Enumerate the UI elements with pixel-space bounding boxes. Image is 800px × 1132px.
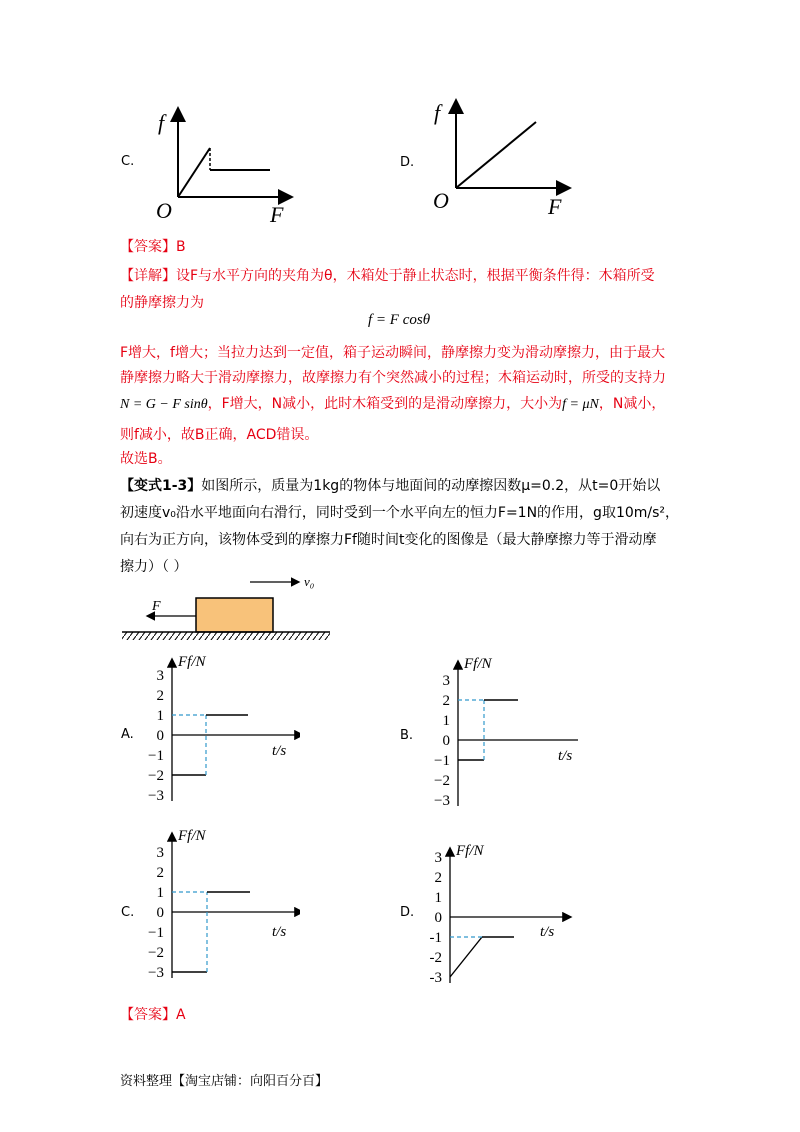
graph-option-c — [140, 826, 300, 991]
footer-note: 资料整理【淘宝店铺：向阳百分百】 — [120, 1074, 329, 1089]
question-line-1: 【变式1-3】如图所示，质量为1kg的物体与地面间的动摩擦因数μ=0.2，从t=0开始以 — [120, 478, 661, 494]
detail-line-1: 【详解】设F与水平方向的夹角为θ，木箱处于静止状态时，根据平衡条件得：木箱所受 — [120, 268, 655, 284]
y-tick-label: 3 — [434, 850, 442, 866]
y-tick-label: -2 — [429, 950, 442, 966]
formula-static-friction: f = F cosθ — [368, 312, 431, 328]
detail-line-2: 的静摩擦力为 — [120, 295, 204, 311]
x-axis-label: t/s — [558, 748, 573, 764]
axis-F-label: F — [270, 202, 284, 225]
graph-c-prev — [150, 100, 300, 225]
y-tick-label: 2 — [434, 870, 442, 886]
option-c-label: C. — [121, 154, 135, 169]
origin-label: O — [433, 188, 449, 213]
y-tick-label: 2 — [156, 865, 164, 881]
detail-line-3: F增大，f增大；当拉力达到一定值，箱子运动瞬间，静摩擦力变为滑动摩擦力，由于最大 — [120, 345, 665, 361]
block — [196, 598, 273, 632]
y-tick-label: −2 — [148, 768, 164, 784]
y-tick-label: 0 — [434, 910, 442, 926]
y-axis-label: Ff/N — [178, 654, 206, 670]
question-line-2: 初速度v₀沿水平地面向右滑行，同时受到一个水平向左的恒力F=1N的作用，g取10m/s²， — [120, 505, 680, 521]
axis-f-label: f — [158, 110, 165, 135]
series-ramp — [450, 937, 482, 977]
y-tick-label: 1 — [156, 708, 164, 724]
detail-line-5: N = G − F sinθ，F增大，N减小，此时木箱受到的是滑动摩擦力，大小为f = μN，N减小， — [120, 396, 666, 412]
y-axis-label: Ff/N — [464, 656, 492, 672]
y-tick-label: 0 — [156, 905, 164, 921]
y-tick-label: 0 — [442, 733, 450, 749]
y-tick-label: −1 — [434, 753, 450, 769]
y-tick-label: 1 — [434, 890, 442, 906]
x-axis-label: t/s — [272, 924, 287, 940]
y-tick-label: 3 — [156, 845, 164, 861]
y-axis-label: Ff/N — [178, 828, 206, 844]
y-tick-label: −2 — [148, 945, 164, 961]
y-tick-label: 0 — [156, 728, 164, 744]
velocity-label: v₀ — [304, 574, 315, 589]
y-tick-label: −3 — [148, 788, 164, 804]
x-axis-label: t/s — [272, 743, 287, 759]
y-tick-label: 1 — [156, 885, 164, 901]
option-a-label: A. — [121, 727, 134, 742]
y-axis-label: Ff/N — [456, 843, 484, 859]
detail-line-6: 则f减小，故B正确，ACD错误。 — [120, 427, 319, 443]
answer-1: 【答案】B — [120, 239, 186, 255]
y-tick-label: −2 — [434, 773, 450, 789]
detail-line-4: 静摩擦力略大于滑动摩擦力，故摩擦力有个突然减小的过程；木箱运动时，所受的支持力 — [120, 370, 666, 386]
question-line-4: 擦力）（ ） — [120, 559, 188, 575]
origin-label: O — [156, 198, 172, 223]
y-tick-label: -3 — [429, 970, 442, 986]
axis-F-label: F — [548, 194, 562, 219]
graph-d-prev — [428, 96, 578, 221]
option-c-label-2: C. — [121, 905, 135, 920]
graph-option-a — [140, 650, 300, 815]
y-tick-label: −3 — [148, 965, 164, 981]
y-tick-label: −1 — [148, 748, 164, 764]
y-tick-label: 1 — [442, 713, 450, 729]
option-d-label: D. — [400, 155, 415, 170]
y-tick-label: 2 — [442, 693, 450, 709]
graph-option-b — [418, 655, 578, 820]
y-tick-label: 3 — [442, 673, 450, 689]
question-line-3: 向右为正方向，该物体受到的摩擦力Ff随时间t变化的图像是（最大静摩擦力等于滑动摩 — [120, 532, 657, 548]
option-b-label: B. — [400, 728, 414, 743]
y-tick-label: 3 — [156, 668, 164, 684]
y-tick-label: 2 — [156, 688, 164, 704]
force-label: F — [152, 599, 161, 614]
y-tick-label: -1 — [429, 930, 442, 946]
y-tick-label: −1 — [148, 925, 164, 941]
answer-2: 【答案】A — [120, 1007, 186, 1023]
conclusion: 故选B。 — [120, 451, 172, 467]
axis-f-label: f — [434, 100, 441, 125]
graph-option-d — [418, 840, 578, 990]
y-tick-label: −3 — [434, 793, 450, 809]
block-diagram — [118, 572, 338, 644]
option-d-label-2: D. — [400, 905, 415, 920]
x-axis-label: t/s — [540, 924, 555, 940]
